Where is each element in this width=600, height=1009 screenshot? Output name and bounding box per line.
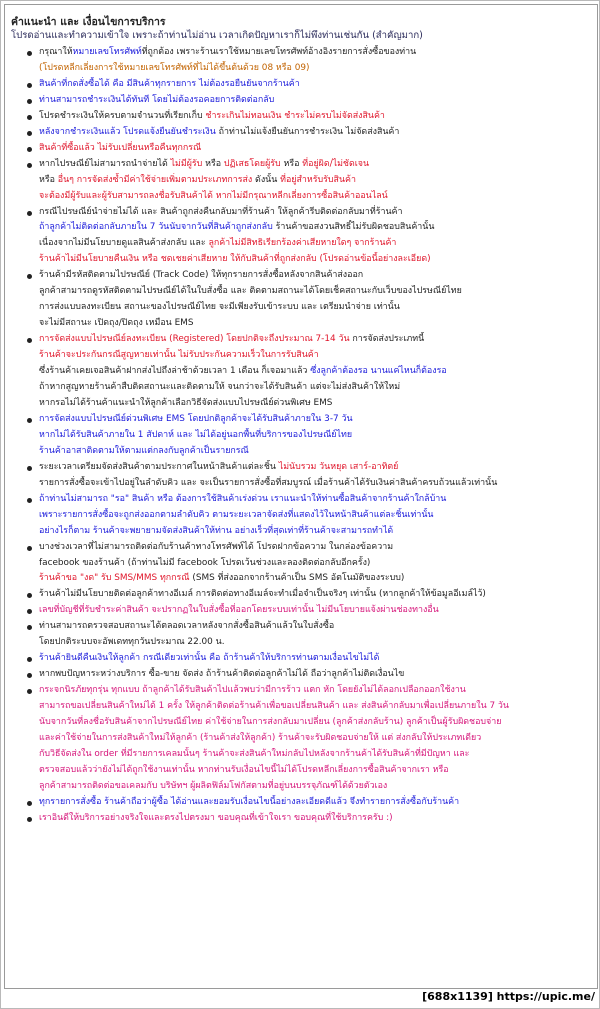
terms-list-item bbox=[27, 811, 592, 827]
terms-line bbox=[39, 157, 592, 173]
terms-line bbox=[39, 715, 592, 731]
terms-line bbox=[39, 763, 592, 779]
terms-line bbox=[39, 93, 592, 109]
terms-text-segment: รายการสั่งซื้อจะเข้าไปอยู่ในลำดับคิว และ จะเป็นรายการสั่งซื้อที่สมบูรณ์ เมื่อร้านค้าได้รับเงินค่าสินค้าครบถ้วนแล้วเท่านั้น bbox=[39, 477, 498, 488]
terms-line bbox=[39, 412, 592, 428]
terms-text-segment: ไม่มีผู้รับ bbox=[170, 158, 203, 169]
terms-list-item bbox=[27, 93, 592, 109]
terms-line bbox=[39, 556, 592, 572]
terms-text-segment: อย่างไรก็ตาม ร้านค้าจะพยายามจัดส่งสินค้าให้ท่าน อย่างเร็วที่สุดเท่าที่ร้านค้าจะสามารถทำได้ bbox=[39, 525, 394, 536]
terms-text-segment: การจัดส่งแบบไปรษณีย์ด่วนพิเศษ EMS โดยปกติลูกค้าจะได้รับสินค้าภายใน 3-7 วัน bbox=[39, 413, 353, 424]
terms-text-segment: การจัดส่งประเภทนี้ bbox=[349, 334, 425, 345]
terms-line bbox=[39, 635, 592, 651]
terms-list-item bbox=[27, 268, 592, 332]
terms-text-segment: ร้านค้ามีรหัสติดตามไปรษณีย์ (Track Code) ให้ทุกรายการสั่งซื้อหลังจากสินค้าส่งออก bbox=[39, 270, 364, 281]
terms-text-segment: การจัดส่งแบบไปรษณีย์ลงทะเบียน (Registered) โดยปกติจะถึงประมาณ 7-14 วัน bbox=[39, 334, 350, 345]
terms-text-segment: ลูกค้าสามารถติดต่อขอเคลมกับ บริษัทฯ ผู้ผลิตฟิล์มโฟกัสตามที่อยู่บนบรรจุภัณฑ์ได้ด้วยตัวเอง bbox=[39, 780, 388, 791]
terms-line bbox=[39, 300, 592, 316]
terms-text-segment: ซึ่งลูกค้าต้องรอ นานแค่ไหนก็ต้องรอ bbox=[310, 366, 447, 377]
terms-list-item bbox=[27, 109, 592, 125]
terms-text-segment: ร้านค้าขอสงวนสิทธิ์ไม่รับผิดชอบสินค้านั้น bbox=[272, 222, 435, 233]
terms-text-segment: เนื่องจากไม่มีนโยบายดูแลสินค้าส่งกลับ และ bbox=[39, 238, 209, 249]
terms-line bbox=[39, 428, 592, 444]
terms-text-segment: ลูกค้าสามารถดูรหัสติดตามไปรษณีย์ได้ในใบสั่งซื้อ และ ติดตามสถานะได้โดยเช็คสถานะกับเว็บของไปรษณีย์ไทย bbox=[39, 286, 462, 297]
terms-text-segment: ร้านค้าไม่มีนโยบายติดต่อลูกค้าทางอีเมล์ การติดต่อทางอีเมล์จะทำเมื่อจำเป็นจริงๆ เท่านั้น (หากลูกค้าให้ข้อมูลอีเมล์ไว้) bbox=[39, 589, 486, 600]
terms-text-segment: ร้านค้าขอ "งด" รับ SMS/MMS ทุกกรณี bbox=[39, 573, 190, 584]
terms-line bbox=[39, 524, 592, 540]
terms-line bbox=[39, 540, 592, 556]
terms-text-segment: อื่นๆ การจัดส่งซ้ำมีค่าใช้จ่ายเพิ่มตามประเภทการส่ง bbox=[57, 174, 253, 185]
terms-list-item bbox=[27, 795, 592, 811]
terms-line bbox=[39, 731, 592, 747]
terms-line bbox=[39, 396, 592, 412]
terms-text-segment: ปฏิเสธโดยผู้รับ bbox=[223, 158, 281, 169]
terms-line bbox=[39, 125, 592, 141]
terms-line bbox=[39, 779, 592, 795]
terms-text-segment: ท่านสามารถตรวจสอบสถานะได้ตลอดเวลาหลังจากสั่งซื้อสินค้าแล้วในใบสั่งซื้อ bbox=[39, 621, 335, 632]
terms-text-segment: facebook ของร้านค้า (ถ้าท่านไม่มี facebook โปรดเว้นช่วงและลองติดต่อกลับอีกครั้ง) bbox=[39, 557, 371, 568]
terms-text-segment: จะไม่มีสถานะ เปิดถุง/ปิดถุง เหมือน EMS bbox=[39, 318, 194, 329]
terms-list-item bbox=[27, 460, 592, 492]
terms-list-item bbox=[27, 587, 592, 603]
terms-list-item bbox=[27, 603, 592, 619]
terms-line bbox=[39, 508, 592, 524]
terms-list-item bbox=[27, 540, 592, 588]
page-subtitle: โปรดอ่านและทำความเข้าใจ เพราะถ้าท่านไม่อ่าน เวลาเกิดปัญหาเราก็ไม่พึงท่านเช่นกัน (สำคัญมาก) bbox=[11, 30, 423, 41]
terms-list-item bbox=[27, 683, 592, 795]
terms-line bbox=[39, 683, 592, 699]
terms-text-segment: ที่อยู่ผิด/ไม่ชัดเจน bbox=[302, 158, 370, 169]
terms-text-segment: ลูกค้าไม่มีสิทธิเรียกร้องค่าเสียหายใดๆ จากร้านค้า bbox=[208, 238, 397, 249]
terms-text-segment: ที่อยู่สำหรับรับสินค้า bbox=[280, 174, 356, 185]
terms-line bbox=[39, 811, 592, 827]
terms-text-segment: หรือ bbox=[280, 158, 303, 169]
terms-line bbox=[39, 747, 592, 763]
terms-text-segment: จะต้องมีผู้รับและผู้รับสามารถลงชื่อรับสินค้าได้ หากไม่มีกรุณาหลีกเลี่ยงการซื้อสินค้าออนไลน์ bbox=[39, 190, 388, 201]
terms-text-segment: สินค้าที่ซื้อแล้ว ไม่รับเปลี่ยนหรือคืนทุกกรณี bbox=[39, 142, 202, 153]
terms-text-segment: เราอินดีให้บริการอย่างจริงใจและตรงไปตรงมา ขอบคุณที่เข้าใจเรา ขอบคุณที่ใช้บริการครับ :) bbox=[39, 812, 393, 823]
terms-text-segment: หากไม่ได้รับสินค้าภายใน 1 สัปดาห์ และ ไม่ได้อยู่นอกพื้นที่บริการของไปรษณีย์ไทย bbox=[39, 429, 353, 440]
terms-line bbox=[39, 571, 592, 587]
image-size-watermark: [688x1139] https://upic.me/ bbox=[422, 990, 595, 1003]
terms-text-segment: ร้านค้ายินดีคืนเงินให้ลูกค้า กรณีเดียวเท่านั้น คือ ถ้าร้านค้าให้บริการท่านตามเงื่อนไขไม่ได้ bbox=[39, 653, 380, 664]
terms-line bbox=[39, 141, 592, 157]
terms-line bbox=[39, 268, 592, 284]
terms-text-segment: ท่านสามารถชำระเงินได้ทันที โดยไม่ต้องรอคอยการติดต่อกลับ bbox=[39, 94, 275, 105]
terms-text-segment: ตรวจสอบแล้วว่ายังไม่ได้ถูกใช้งานเท่านั้น หากท่านรับเงื่อนไขนี้ไม่ได้โปรดหลีกเลี่ยงการซื้อสินค้าจากเรา หรือ bbox=[39, 764, 449, 775]
terms-text-segment: ถ้าท่านไม่สามารถ "รอ" สินค้า หรือ ต้องการใช้สินค้าเร่งด่วน เราแนะนำให้ท่านซื้อสินค้าจากร้านค้าใกล้บ้าน bbox=[39, 493, 447, 504]
terms-line bbox=[39, 45, 592, 61]
terms-line bbox=[39, 492, 592, 508]
terms-line bbox=[39, 189, 592, 205]
terms-text-segment: สามารถขอเปลี่ยนสินค้าใหม่ได้ 1 ครั้ง ให้ลูกค้าติดต่อร้านค้าเพื่อขอเปลี่ยนสินค้า และ ส่งสินค้ากลับมาเพื่อเปลี่ยนภายใน 7 วัน bbox=[39, 701, 509, 712]
terms-text-segment: หากไปรษณีย์ไม่สามารถนำจ่ายได้ bbox=[39, 158, 171, 169]
terms-text-segment: (โปรดหลีกเลี่ยงการใช้หมายเลขโทรศัพท์ที่ไม่ได้ขึ้นต้นด้วย 08 หรือ 09) bbox=[39, 62, 310, 73]
terms-text-segment: บางช่วงเวลาที่ไม่สามารถติดต่อกับร้านค้าทางโทรศัพท์ได้ โปรดฝากข้อความ ในกล่องข้อความ bbox=[39, 541, 394, 552]
terms-text-segment: (SMS ที่ส่งออกจากร้านค้าเป็น SMS อัตโนมัติของระบบ) bbox=[189, 573, 405, 584]
terms-list-item bbox=[27, 125, 592, 141]
terms-list-item bbox=[27, 412, 592, 460]
terms-text-segment: ที่ถูกต้อง เพราะร้านเราใช้หมายเลขโทรศัพท์อ้างอิงรายการสั่งซื้อของท่าน bbox=[141, 47, 417, 57]
terms-line bbox=[39, 699, 592, 715]
terms-line bbox=[39, 667, 592, 683]
terms-text-segment: โดยปกติระบบจะอัพเดททุกวันประมาณ 22.00 น. bbox=[39, 637, 225, 648]
terms-line bbox=[39, 795, 592, 811]
terms-text-segment: ร้านค้าจะประกันกรณีสูญหายเท่านั้น ไม่รับประกันความเร็วในการรับสินค้า bbox=[39, 350, 319, 361]
page-title: คำแนะนำ และ เงื่อนไขการบริการ bbox=[11, 16, 166, 28]
terms-text-segment: ซึ่งร้านค้าเคยเจอสินค้าฝากส่งไปถึงล่าช้าด้วยเวลา 1 เดือน ก็เจอมาแล้ว bbox=[39, 366, 311, 377]
terms-list-item bbox=[27, 77, 592, 93]
terms-line bbox=[39, 284, 592, 300]
terms-text-segment: ถ้าหากสูญหายร้านค้าสืบติดสถานะและติดตามให้ จนกว่าจะได้รับสินค้า แต่จะไม่ส่งสินค้าให้ใหม่ bbox=[39, 382, 401, 393]
terms-text-segment: กับวิธีจัดส่งใน order ที่มีรายการเคลมนั้นๆ ร้านค้าจะส่งสินค้าใหม่กลับไปหลังจากร้านค้าได้รับสินค้าที่มีปัญหา และ bbox=[39, 748, 470, 759]
terms-text-segment: ถ้าลูกค้าไม่ติดต่อกลับภายใน 7 วันนับจากวันที่สินค้าถูกส่งกลับ bbox=[39, 222, 273, 233]
terms-text-segment: หรือ bbox=[39, 174, 58, 185]
terms-line bbox=[39, 348, 592, 364]
terms-list bbox=[27, 45, 592, 827]
terms-line bbox=[39, 587, 592, 603]
terms-text-segment: ร้านค้าไม่มีนโยบายคืนเงิน หรือ ชดเชยค่าเสียหาย ให้กับสินค้าที่ถูกส่งกลับ (โปรดอ่านข้อนี้อย่างละเอียด) bbox=[39, 254, 431, 265]
terms-text-segment: ชำระเกินไม่ทอนเงิน ชำระไม่ครบไม่จัดส่งสินค้า bbox=[205, 110, 385, 121]
terms-list-item bbox=[27, 619, 592, 651]
terms-text-segment: หากรอไม่ได้ร้านค้าแนะนำให้ลูกค้าเลือกวิธีจัดส่งแบบไปรษณีย์ด่วนพิเศษ EMS bbox=[39, 397, 333, 408]
terms-text-segment: ระยะเวลาเตรียมจัดส่งสินค้าตามประกาศในหน้าสินค้าแต่ละชิ้น bbox=[39, 461, 279, 472]
terms-text-segment: ทุกรายการสั่งซื้อ ร้านค้าถือว่าผู้ซื้อ ได้อ่านและยอมรับเงื่อนไขนี้อย่างละเอียดดีแล้ว จึงทำรายการสั่งซื้อกับร้านค้า bbox=[39, 796, 460, 807]
terms-text-segment: การส่งแบบลงทะเบียน สถานะของไปรษณีย์ไทย จะมีเพียงรับเข้าระบบ และ เตรียมนำจ่าย เท่านั้น bbox=[39, 302, 400, 313]
terms-list-item bbox=[27, 205, 592, 269]
terms-line bbox=[39, 380, 592, 396]
terms-list-item bbox=[27, 157, 592, 205]
terms-line bbox=[39, 316, 592, 332]
terms-line bbox=[39, 460, 592, 476]
terms-line bbox=[39, 364, 592, 380]
terms-list-item bbox=[27, 667, 592, 683]
terms-list-item bbox=[27, 45, 592, 77]
terms-list-item bbox=[27, 141, 592, 157]
terms-line bbox=[39, 444, 592, 460]
terms-text-segment: หมายเลขโทรศัพท์ bbox=[72, 47, 142, 57]
terms-text-segment: กรุณาให้ bbox=[39, 47, 73, 57]
terms-text-segment: หากพบปัญหาระหว่างบริการ ซื้อ-ขาย จัดส่ง ถ้าร้านค้าติดต่อลูกค้าไม่ได้ ถือว่าลูกค้าไม่ติดเงื่อนไข bbox=[39, 669, 405, 680]
terms-panel bbox=[4, 4, 598, 989]
terms-text-segment: กระจกนิรภัยทุกรุ่น ทุกแบบ ถ้าลูกค้าได้รับสินค้าไปแล้วพบว่ามีการร้าว แตก หัก โดยยังไม่ได้ลอกเปลือกออกใช้งาน bbox=[39, 685, 466, 696]
terms-text-segment: ร้านค้าอาสาติดตามให้ตามแต่กลงกับลูกค้าเป็นรายกรณี bbox=[39, 445, 249, 456]
terms-line bbox=[39, 651, 592, 667]
terms-line bbox=[39, 332, 592, 348]
terms-list-item bbox=[27, 651, 592, 667]
terms-line bbox=[39, 77, 592, 93]
terms-text-segment: ดังนั้น bbox=[252, 174, 281, 185]
terms-line bbox=[39, 205, 592, 221]
terms-line bbox=[39, 173, 592, 189]
terms-line bbox=[39, 619, 592, 635]
terms-line bbox=[39, 252, 592, 268]
terms-text-segment: กรณีไปรษณีย์นำจ่ายไม่ได้ และ สินค้าถูกส่งคืนกลับมาที่ร้านค้า ให้ลูกค้ารีบติดต่อกลับมาที่ร้านค้า bbox=[39, 206, 403, 217]
terms-text-segment: เพราะรายการสั่งซื้อจะถูกส่งออกตามลำดับคิว ตามระยะเวลาจัดส่งที่แสดงไว้ในหน้าสินค้าแต่ละชิ้นเท่านั้น bbox=[39, 509, 434, 520]
terms-line bbox=[39, 476, 592, 492]
terms-text-segment: ถ้าท่านไม่แจ้งยืนยันการชำระเงิน ไม่จัดส่งสินค้า bbox=[218, 126, 400, 137]
terms-text-segment: โปรดชำระเงินให้ครบตามจำนวนที่เรียกเก็บ bbox=[39, 110, 206, 121]
terms-line bbox=[39, 236, 592, 252]
terms-line bbox=[39, 109, 592, 125]
terms-text-segment: หรือ bbox=[202, 158, 224, 169]
terms-text-segment: หลังจากชำระเงินแล้ว โปรดแจ้งยืนยันชำระเงิน bbox=[39, 126, 219, 137]
terms-text-segment: เลขที่บัญชีที่รับชำระค่าสินค้า จะปรากฏในใบสั่งซื้อที่ออกโดยระบบเท่านั้น ไม่มีนโยบายแจ้งผ่านช่องทางอื่น bbox=[39, 605, 439, 616]
terms-line bbox=[39, 61, 592, 77]
terms-list-item bbox=[27, 492, 592, 540]
terms-text-segment: สินค้าที่กดสั่งซื้อได้ คือ มีสินค้าทุกรายการ ไม่ต้องรอยืนยันจากร้านค้า bbox=[39, 78, 300, 89]
terms-line bbox=[39, 220, 592, 236]
terms-text-segment: นับจากวันที่ลงชื่อรับสินค้าจากไปรษณีย์ไทย ค่าใช้จ่ายในการส่งกลับมาเปลี่ยน (ลูกค้าส่งกลับร้าน) ลูกค้าเป็นผู้รับผิดชอบจ่าย bbox=[39, 717, 502, 728]
terms-text-segment: ไม่นับรวม วันหยุด เสาร์-อาทิตย์ bbox=[278, 461, 399, 472]
terms-line bbox=[39, 603, 592, 619]
terms-list-item bbox=[27, 332, 592, 412]
terms-text-segment: และค่าใช้จ่ายในการส่งสินค้าใหม่ให้ลูกค้า (ร้านค้าส่งให้ลูกค้า) ร้านค้าจะรับผิดชอบจ่ายให้ แต่ ส่งกลับให้ประเภทเดียว bbox=[39, 732, 482, 743]
